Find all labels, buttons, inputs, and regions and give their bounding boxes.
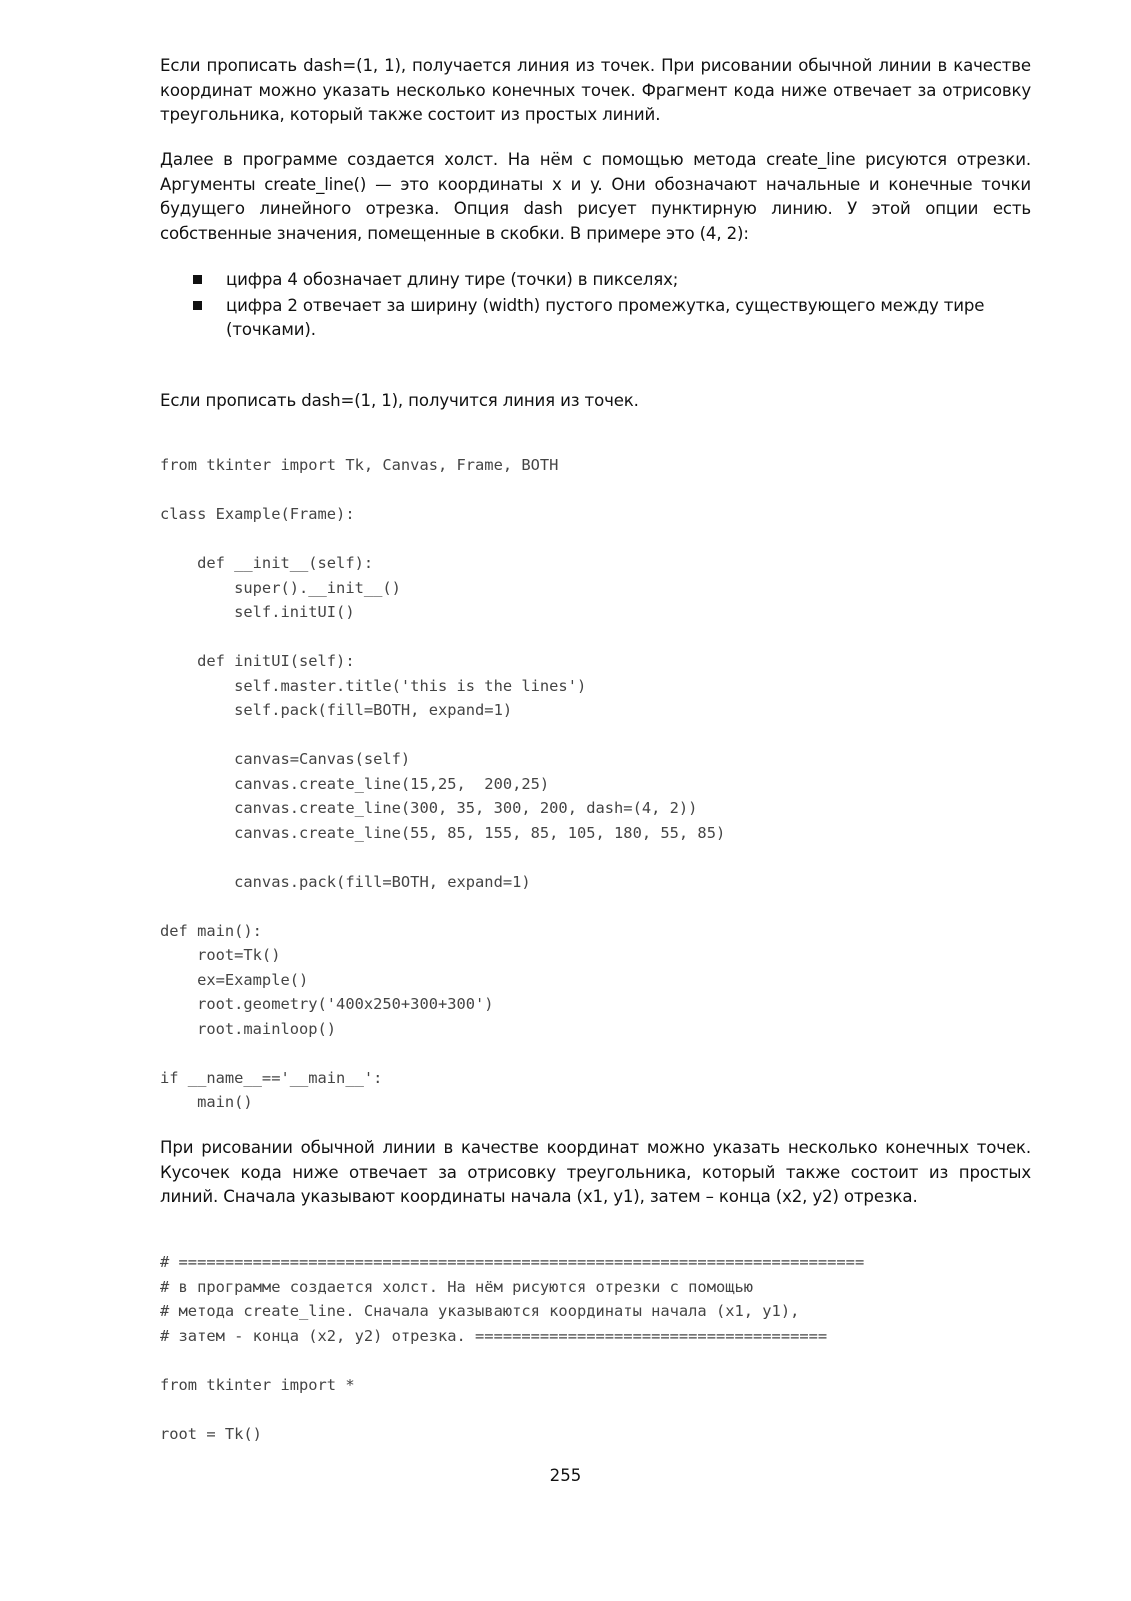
paragraph-dash-dots-note: Если прописать dash=(1, 1), получится линия из точек. [160,391,639,410]
code-line: from tkinter import * [160,1375,355,1394]
code-line: if __name__=='__main__': [160,1068,383,1087]
code-line [160,1041,725,1066]
square-bullet-icon [193,275,202,284]
code-line: # метода create_line. Сначала указываются координаты начала (x1, y1), [160,1302,800,1320]
square-bullet-icon [193,301,202,310]
code-line: root.geometry('400x250+300+300') [160,995,494,1013]
list-item [190,268,990,293]
dash-values-list [190,268,990,344]
code-line [160,1348,864,1373]
code-line: canvas.create_line(15,25, 200,25) [160,774,550,793]
code-line: root = Tk() [160,1424,262,1443]
code-line: from tkinter import Tk, Canvas, Frame, BOTH [160,456,559,474]
code-line: # ========================================================================== [160,1253,865,1271]
list-item-text: цифра 2 отвечает за ширину (width) пустого промежутка, существующего между тире (точками). [226,295,985,340]
code-line: def __init__(self): [160,554,374,572]
code-line [160,723,725,748]
code-line: self.pack(fill=BOTH, expand=1) [160,701,513,719]
code-line [160,478,725,503]
code-line: # в программе создается холст. На нём рисуются отрезки с помощью [160,1277,754,1296]
code-line: canvas.create_line(300, 35, 300, 200, dash=(4, 2)) [160,799,698,817]
code-line: ex=Example() [160,970,309,989]
code-line: root.mainloop() [160,1019,337,1038]
paragraph-canvas-explanation: Далее в программе создается холст. На нём с помощью метода create_line рисуются отрезки. Аргументы create_line() — это координаты x и y. Они обозначают начальные и конечные точки будущего линейного отрезка. Опция dash рисует пунктирную линию. У этой опции есть собственные значения, помещенные в скобки. В примере это (4, 2): [160,150,1031,243]
code-line: canvas.pack(fill=BOTH, expand=1) [160,872,531,891]
page-number: 255 [549,1466,582,1485]
list-item [190,294,990,343]
code-line: super().__init__() [160,578,401,597]
code-line: # затем - конца (x2, y2) отрезка. ====================================== [160,1326,828,1345]
code-line: def initUI(self): [160,652,355,670]
code-line: root=Tk() [160,946,281,964]
code-line: main() [160,1093,253,1111]
paragraph-triangle-explanation: При рисовании обычной линии в качестве координат можно указать несколько конечных точек. Кусочек кода ниже отвечает за отрисовку треугольника, который также состоит из простых линий. Сначала указывают координаты начала (x1, y1), затем – конца (x2, y2) отрезка. [160,1138,1031,1207]
code-line: canvas=Canvas(self) [160,750,411,768]
code-line: canvas.create_line(55, 85, 155, 85, 105, 180, 55, 85) [160,823,726,842]
code-line [160,894,725,919]
code-line: def main(): [160,921,262,940]
code-line: self.initUI() [160,603,355,621]
code-line [160,1397,864,1422]
list-item-text: цифра 4 обозначает длину тире (точки) в пикселях; [226,270,679,289]
code-line [160,527,725,552]
code-line [160,845,725,870]
code-block-lines-example [160,453,725,1115]
code-line: class Example(Frame): [160,505,355,523]
paragraph-dash-dots-intro: Если прописать dash=(1, 1), получается линия из точек. При рисовании обычной линии в качестве координат можно указать несколько конечных точек. Фрагмент кода ниже отвечает за отрисовку треугольника, который также состоит из простых линий. [160,56,1031,125]
code-line [160,625,725,650]
code-line: self.master.title('this is the lines') [160,676,587,695]
code-block-triangle-example [160,1250,864,1446]
